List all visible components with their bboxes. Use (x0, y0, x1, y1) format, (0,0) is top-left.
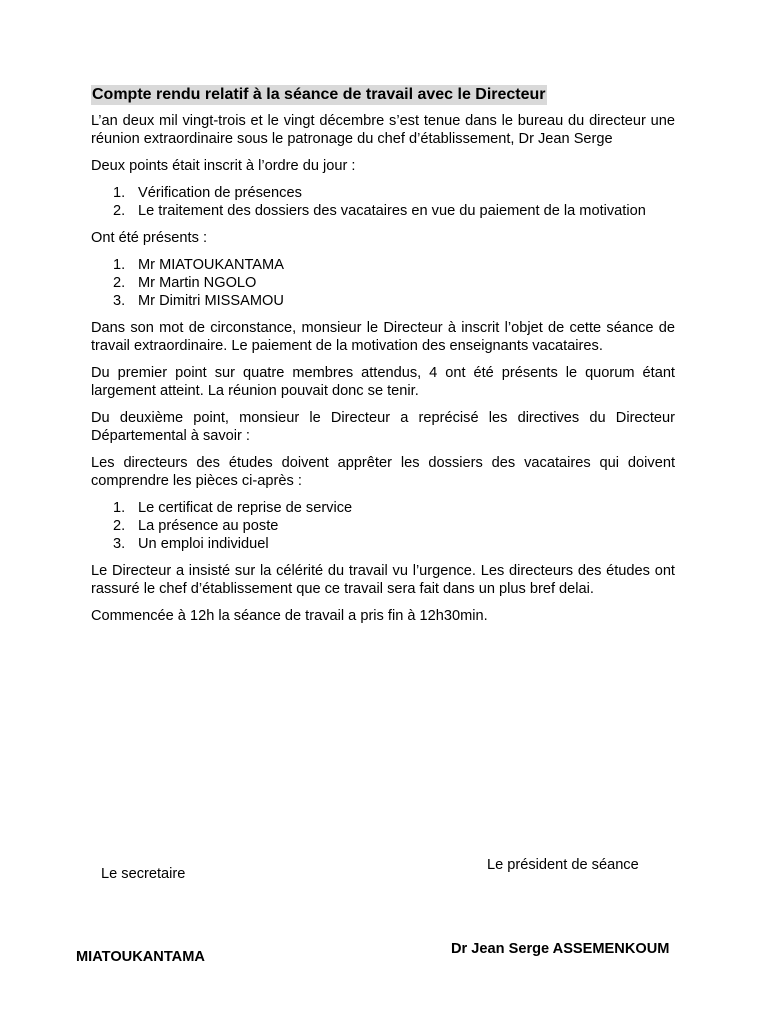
document-body (91, 85, 675, 634)
list-number: 1. (113, 257, 126, 273)
list-item (91, 256, 675, 274)
list-text: Un emploi individuel (138, 536, 269, 552)
present-list (91, 256, 675, 310)
list-number: 1. (113, 500, 126, 516)
agenda-list (91, 184, 675, 220)
title-wrap (91, 85, 675, 105)
list-text: Le certificat de reprise de service (138, 500, 353, 516)
list-text: Mr MIATOUKANTAMA (138, 257, 284, 273)
list-item (91, 292, 675, 310)
list-text: Mr Dimitri MISSAMOU (138, 293, 284, 309)
list-text: Vérification de présences (138, 185, 302, 201)
president-name: Dr Jean Serge ASSEMENKOUM (451, 941, 670, 957)
pieces-list (91, 499, 675, 553)
list-number: 1. (113, 185, 126, 201)
list-item (91, 517, 675, 535)
list-item (91, 274, 675, 292)
list-number: 2. (113, 518, 126, 534)
list-item (91, 202, 675, 220)
secretary-label: Le secretaire (101, 866, 186, 882)
list-number: 2. (113, 275, 126, 291)
fin-paragraph: Commencée à 12h la séance de travail a pris fin à 12h30min. (91, 608, 488, 624)
secretary-name: MIATOUKANTAMA (76, 949, 205, 965)
directeurs-paragraph: Les directeurs des études doivent apprêter les dossiers des vacataires qui doivent comprendre les pièces ci-après : (91, 455, 675, 489)
list-item (91, 499, 675, 517)
list-number: 2. (113, 203, 126, 219)
document-title: Compte rendu relatif à la séance de travail avec le Directeur (92, 86, 546, 103)
celerite-paragraph: Le Directeur a insisté sur la célérité du travail vu l’urgence. Les directeurs des études ont rassuré le chef d’établissement que ce travail sera fait dans un plus bref delai. (91, 563, 675, 597)
list-number: 3. (113, 536, 126, 552)
intro-paragraph: L’an deux mil vingt-trois et le vingt décembre s’est tenue dans le bureau du directeur une réunion extraordinaire sous le patronage du chef d’établissement, Dr Jean Serge (91, 113, 675, 147)
list-text: La présence au poste (138, 518, 279, 534)
circonstance-paragraph: Dans son mot de circonstance, monsieur le Directeur à inscrit l’objet de cette séance de travail extraordinaire. Le paiement de la motivation des enseignants vacataires. (91, 320, 675, 354)
list-number: 3. (113, 293, 126, 309)
list-text: Mr Martin NGOLO (138, 275, 257, 291)
list-item (91, 535, 675, 553)
present-intro: Ont été présents : (91, 230, 208, 246)
deuxieme-point-paragraph: Du deuxième point, monsieur le Directeur a reprécisé les directives du Directeur Départemental à savoir : (91, 410, 675, 444)
premier-point-paragraph: Du premier point sur quatre membres attendus, 4 ont été présents le quorum étant largement atteint. La réunion pouvait donc se tenir. (91, 365, 675, 399)
list-text: Le traitement des dossiers des vacataires en vue du paiement de la motivation (138, 203, 646, 219)
list-item (91, 184, 675, 202)
agenda-intro: Deux points était inscrit à l’ordre du jour : (91, 158, 356, 174)
president-label: Le président de séance (487, 857, 639, 873)
